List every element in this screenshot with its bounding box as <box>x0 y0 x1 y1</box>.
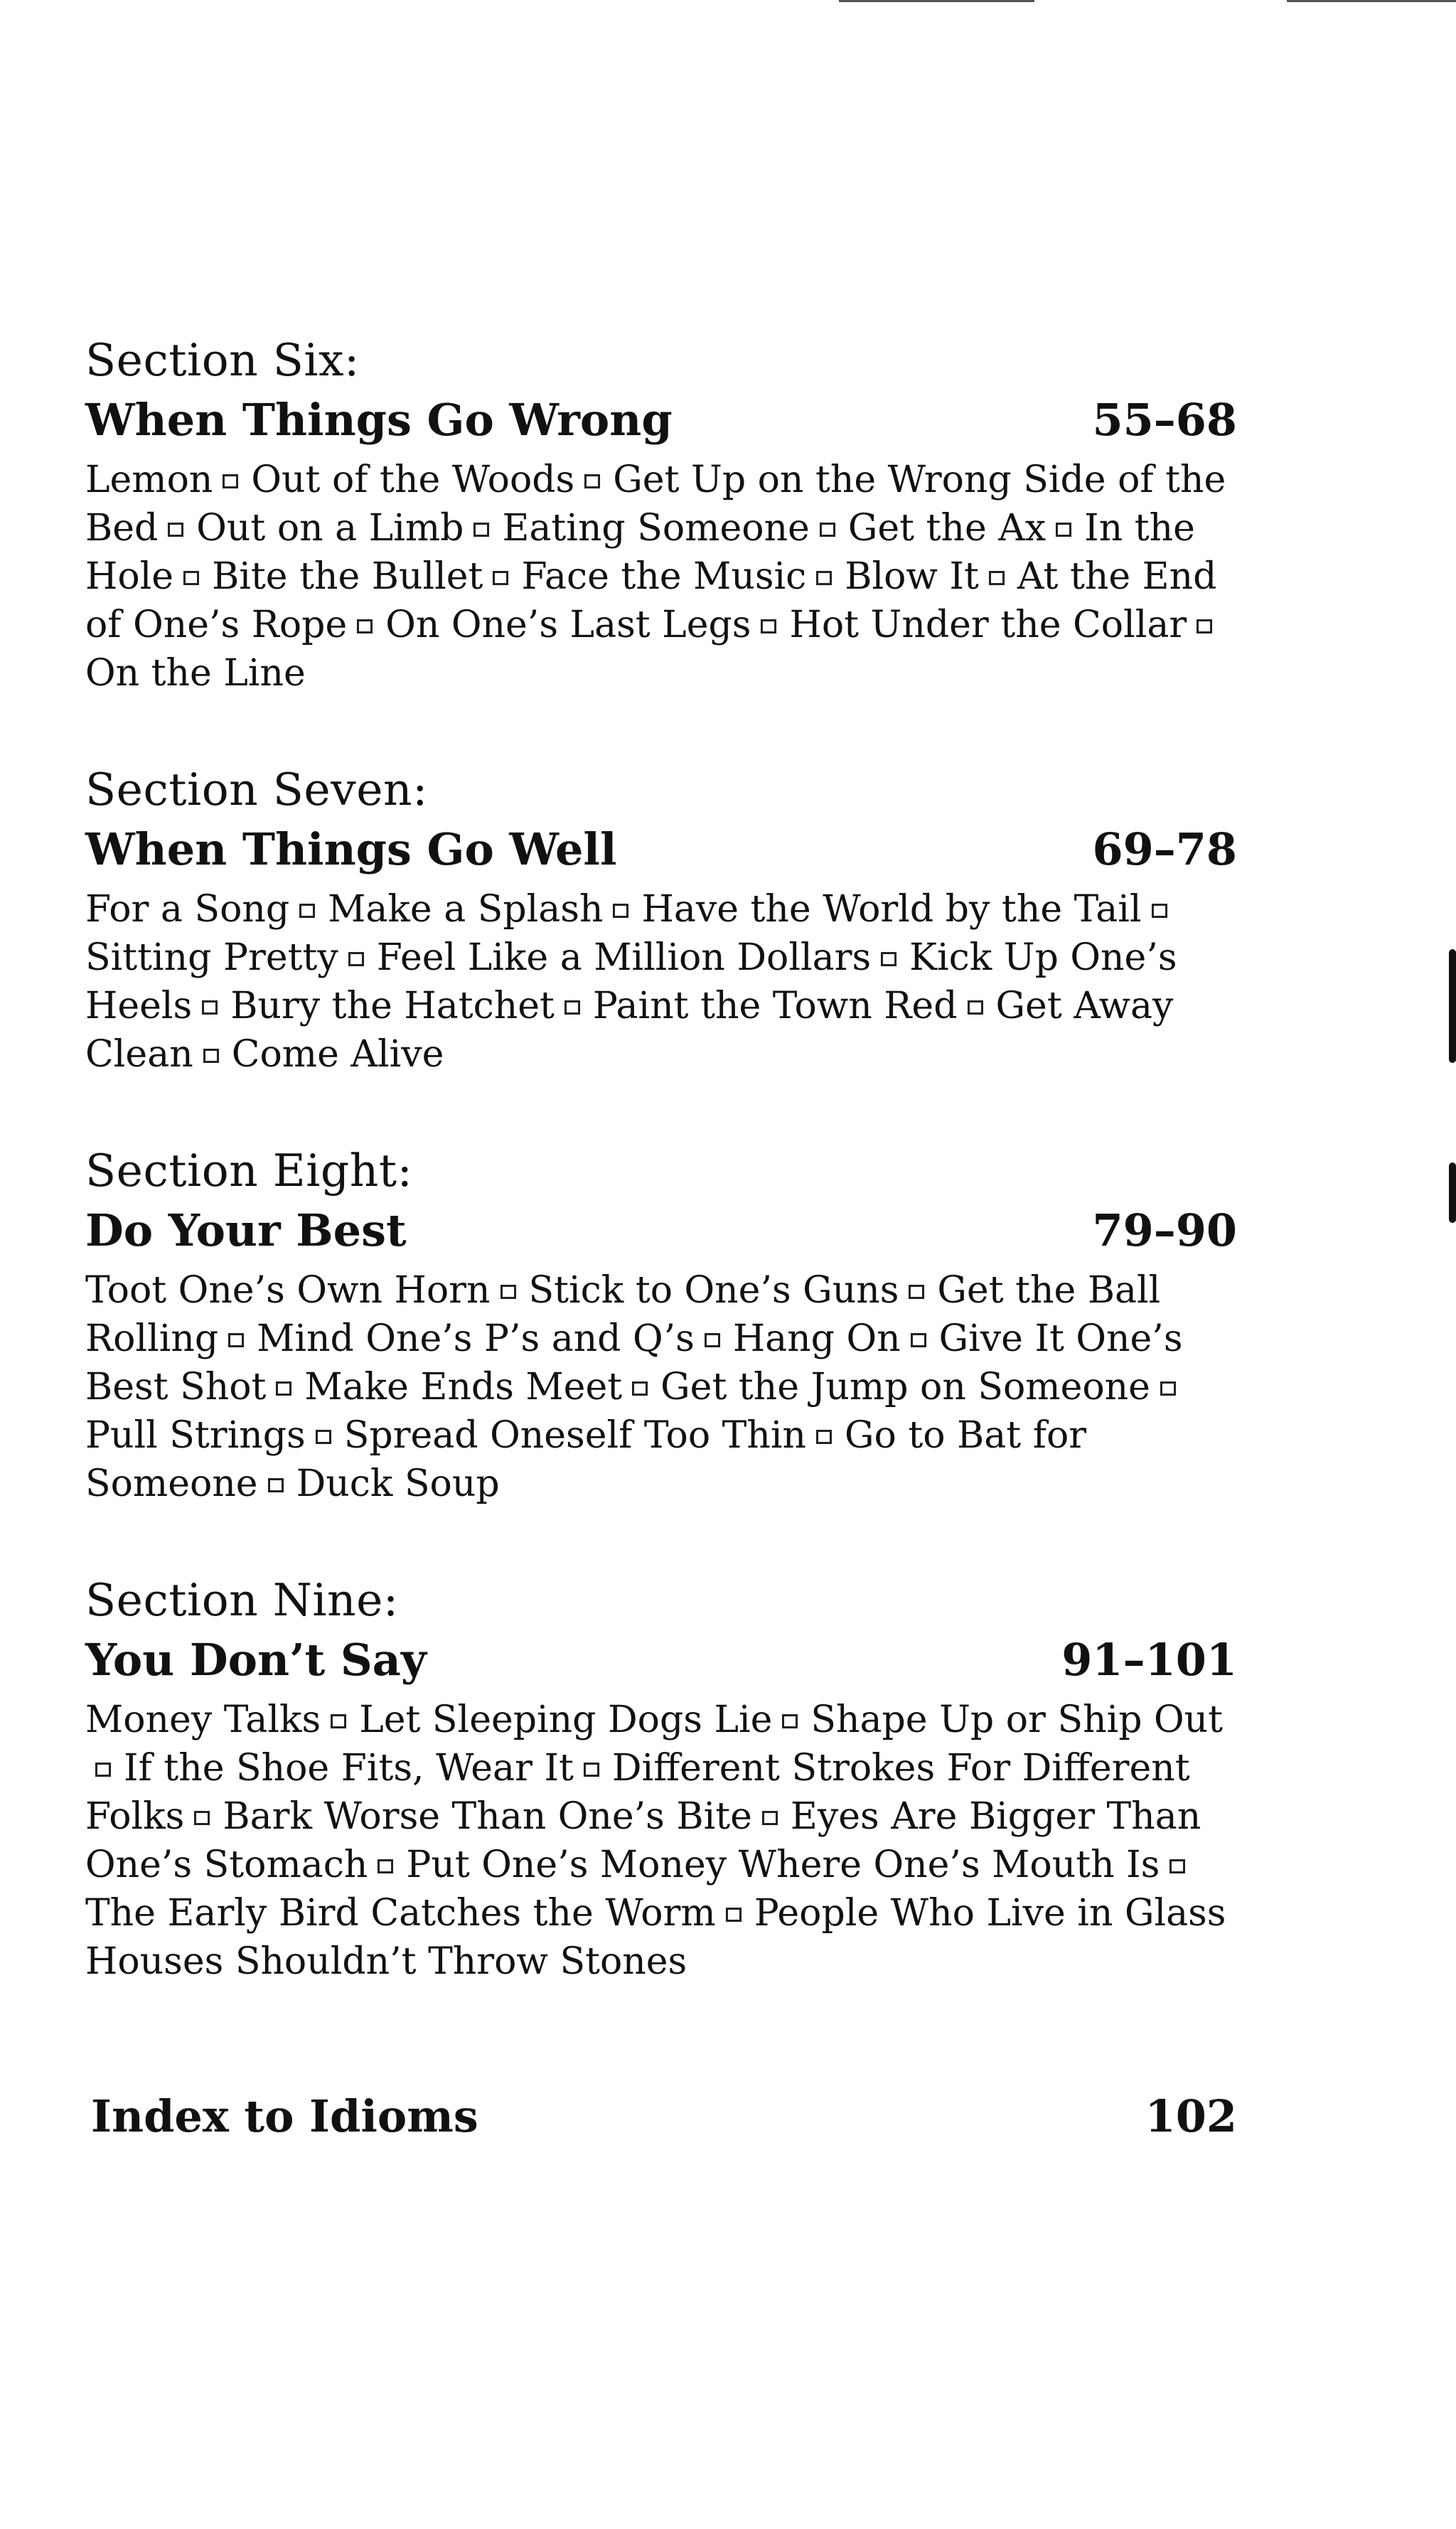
square-bullet-icon <box>268 1478 284 1492</box>
section-heading <box>85 1201 1237 1261</box>
idiom-item: Hang On <box>732 1317 901 1360</box>
idiom-item: On One’s Last Legs <box>385 604 751 646</box>
idiom-item: Bury the Hatchet <box>230 985 555 1027</box>
square-bullet-icon <box>968 1000 983 1015</box>
square-bullet-icon <box>911 1333 926 1347</box>
section-label: Section Nine: <box>85 1574 399 1626</box>
square-bullet-icon <box>762 1811 778 1825</box>
idiom-list <box>85 1696 1237 1986</box>
square-bullet-icon <box>816 1430 832 1444</box>
idiom-item: Come Alive <box>231 1033 444 1076</box>
idiom-item: Hot Under the Collar <box>789 604 1187 646</box>
square-bullet-icon <box>223 474 238 488</box>
idiom-item: If the Shoe Fits, Wear It <box>124 1747 574 1790</box>
square-bullet-icon <box>816 571 832 585</box>
idiom-item: Get the Jump on Someone <box>660 1366 1150 1408</box>
idiom-list <box>85 456 1237 697</box>
idiom-item: Mind One’s P’s and Q’s <box>257 1317 695 1360</box>
square-bullet-icon <box>632 1381 648 1396</box>
square-bullet-icon <box>989 571 1005 585</box>
idiom-item: At the End of One’s Rope <box>85 555 1217 646</box>
square-bullet-icon <box>183 571 199 585</box>
section-label: Section Six: <box>85 334 360 386</box>
square-bullet-icon <box>1056 523 1071 537</box>
square-bullet-icon <box>299 904 315 918</box>
square-bullet-icon <box>613 904 628 918</box>
toc-section <box>85 331 1237 697</box>
square-bullet-icon <box>202 1000 218 1015</box>
square-bullet-icon <box>348 952 364 966</box>
square-bullet-icon <box>203 1049 219 1063</box>
section-title: When Things Go Wrong <box>85 394 673 446</box>
idiom-item: Different Strokes For Different Folks <box>85 1747 1190 1838</box>
section-pages: 55–68 <box>1092 394 1237 446</box>
square-bullet-icon <box>705 1333 720 1347</box>
idiom-item: In the Hole <box>85 507 1195 598</box>
square-bullet-icon <box>761 619 776 633</box>
toc-section <box>85 1571 1237 1986</box>
page-edge-mark <box>1449 1162 1456 1223</box>
idiom-item: Duck Soup <box>296 1463 500 1505</box>
idiom-list <box>85 1266 1237 1508</box>
section-pages: 79–90 <box>1092 1204 1237 1256</box>
toc-section <box>85 760 1237 1079</box>
index-page: 102 <box>1145 2090 1237 2142</box>
square-bullet-icon <box>95 1763 111 1777</box>
idiom-item: Have the World by the Tail <box>641 888 1142 931</box>
section-pages: 91–101 <box>1061 1634 1237 1686</box>
square-bullet-icon <box>1152 904 1167 918</box>
idiom-item: Get the Ax <box>847 507 1046 550</box>
square-bullet-icon <box>881 952 896 966</box>
section-pages: 69–78 <box>1092 823 1237 875</box>
idiom-item: Eyes Are Bigger Than One’s Stomach <box>85 1795 1201 1886</box>
idiom-item: On the Line <box>85 652 306 695</box>
top-rule-left <box>839 0 1034 2</box>
idiom-item: People Who Live in Glass Houses Shouldn’t Throw Stones <box>85 1892 1226 1983</box>
idiom-item: Make a Splash <box>328 888 604 931</box>
section-label: Section Seven: <box>85 764 428 816</box>
idiom-item: Toot One’s Own Horn <box>85 1269 491 1312</box>
idiom-item: Make Ends Meet <box>304 1366 623 1408</box>
square-bullet-icon <box>1169 1859 1185 1873</box>
idiom-item: Get Away Clean <box>85 985 1174 1076</box>
idiom-item: Sitting Pretty <box>85 936 338 979</box>
page-edge-mark <box>1449 949 1456 1063</box>
square-bullet-icon <box>909 1285 924 1299</box>
idiom-item: Out of the Woods <box>251 459 575 501</box>
square-bullet-icon <box>194 1811 210 1825</box>
idiom-item: Bark Worse Than One’s Bite <box>223 1795 752 1838</box>
section-title: You Don’t Say <box>85 1634 427 1686</box>
square-bullet-icon <box>316 1430 331 1444</box>
square-bullet-icon <box>357 619 373 633</box>
idiom-item: Eating Someone <box>502 507 810 550</box>
idiom-item: Shape Up or Ship Out <box>810 1699 1224 1741</box>
index-entry <box>91 2087 1237 2146</box>
square-bullet-icon <box>500 1285 516 1299</box>
idiom-item: Get Up on the Wrong Side of the Bed <box>85 459 1226 550</box>
idiom-item: Spread Oneself Too Thin <box>343 1414 806 1457</box>
square-bullet-icon <box>228 1333 244 1347</box>
idiom-item: Go to Bat for Someone <box>85 1414 1087 1505</box>
idiom-item: Face the Music <box>521 555 807 598</box>
idiom-item: Lemon <box>85 459 213 501</box>
square-bullet-icon <box>820 523 835 537</box>
index-title: Index to Idioms <box>91 2090 478 2142</box>
square-bullet-icon <box>782 1714 798 1728</box>
idiom-item: Let Sleeping Dogs Lie <box>359 1699 773 1741</box>
square-bullet-icon <box>564 1000 580 1015</box>
idiom-item: Stick to One’s Guns <box>528 1269 899 1312</box>
square-bullet-icon <box>276 1381 291 1396</box>
idiom-item: For a Song <box>85 888 290 931</box>
idiom-item: Get the Ball Rolling <box>85 1269 1161 1360</box>
idiom-item: Out on a Limb <box>196 507 464 550</box>
idiom-item: Give It One’s Best Shot <box>85 1317 1183 1408</box>
square-bullet-icon <box>473 523 489 537</box>
idiom-item: Pull Strings <box>85 1414 306 1457</box>
table-of-contents <box>85 331 1237 2048</box>
idiom-item: Put One’s Money Where One’s Mouth Is <box>406 1844 1160 1886</box>
idiom-item: The Early Bird Catches the Worm <box>85 1892 716 1935</box>
square-bullet-icon <box>378 1859 393 1873</box>
square-bullet-icon <box>584 474 600 488</box>
section-title: When Things Go Well <box>85 823 617 875</box>
section-heading <box>85 820 1237 879</box>
square-bullet-icon <box>1160 1381 1176 1396</box>
idiom-item: Blow It <box>845 555 979 598</box>
section-label: Section Eight: <box>85 1145 413 1197</box>
idiom-item: Bite the Bullet <box>212 555 483 598</box>
square-bullet-icon <box>726 1908 742 1922</box>
section-heading <box>85 390 1237 450</box>
square-bullet-icon <box>168 523 183 537</box>
square-bullet-icon <box>1197 619 1212 633</box>
top-rule-right <box>1287 0 1456 2</box>
idiom-item: Money Talks <box>85 1699 321 1741</box>
section-heading <box>85 1630 1237 1690</box>
idiom-list <box>85 885 1237 1079</box>
idiom-item: Kick Up One’s Heels <box>85 936 1177 1027</box>
idiom-item: Paint the Town Red <box>592 985 958 1027</box>
square-bullet-icon <box>331 1714 346 1728</box>
section-title: Do Your Best <box>85 1204 407 1256</box>
idiom-item: Feel Like a Million Dollars <box>376 936 872 979</box>
toc-section <box>85 1141 1237 1508</box>
square-bullet-icon <box>493 571 508 585</box>
square-bullet-icon <box>584 1763 599 1777</box>
